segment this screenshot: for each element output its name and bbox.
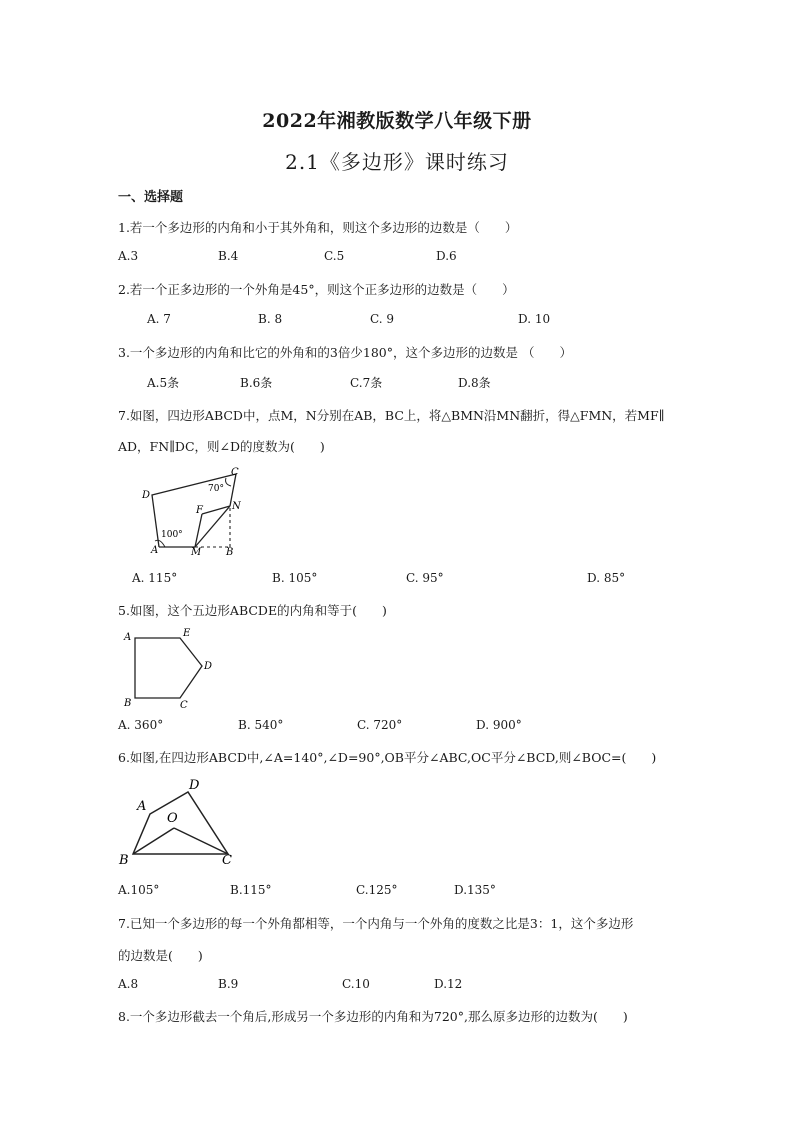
fig3-label-o: O [167,811,178,826]
q4-option-c: C. 95° [406,571,444,585]
fig2-label-e: E [183,628,191,639]
q5-option-c: C. 720° [357,718,403,732]
fig1-label-angle-a: 100° [161,530,183,540]
q5-option-d: D. 900° [476,718,522,732]
fig2-label-a: A [124,632,132,643]
q2-option-c: C. 9 [370,312,395,326]
question-5: 5.如图，这个五边形ABCDE的内角和等于( ) [118,603,387,618]
fig2-label-d: D [204,661,213,672]
question-7-line-2: 的边数是( ) [118,948,203,963]
fig1-label-b: B [226,547,234,556]
q4-option-a: A. 115° [132,571,178,585]
q2-option-a: A. 7 [147,312,171,326]
q7-option-a: A.8 [118,977,139,991]
fig1-label-f: F [196,505,203,516]
fig2-label-b: B [124,698,132,709]
q6-option-b: B.115° [230,883,272,897]
fig1-label-angle-c: 70° [208,484,224,494]
q4-option-b: B. 105° [272,571,318,585]
fig1-label-d: D [142,490,151,501]
fig3-label-b: B [119,853,129,866]
question-4-line-1: 7.如图，四边形ABCD中，点M，N分别在AB，BC上，将△BMN沿MN翻折，得△FMN，若MF∥ [118,408,665,423]
question-1: 1.若一个多边形的内角和小于其外角和，则这个多边形的边数是（ ） [118,220,518,235]
fig3-label-d: D [189,778,200,793]
pentagon-figure [120,626,216,710]
question-8: 8.一个多边形截去一个角后,形成另一个多边形的内角和为720°,那么原多边形的边数为( ) [118,1009,628,1024]
fig2-label-c: C [180,700,188,710]
q3-option-b: B.6条 [240,376,273,390]
q5-option-b: B. 540° [238,718,284,732]
q3-option-c: C.7条 [350,376,383,390]
q1-option-b: B.4 [218,249,239,263]
q7-option-c: C.10 [342,977,370,991]
q6-option-a: A.105° [118,883,160,897]
fig3-label-c: C [222,853,232,866]
fig1-label-m: M [191,547,202,556]
q2-option-d: D. 10 [518,312,551,326]
question-2: 2.若一个正多边形的一个外角是45°，则这个正多边形的边数是（ ） [118,282,515,297]
q6-option-d: D.135° [454,883,496,897]
question-7-line-1: 7.已知一个多边形的每一个外角都相等，一个内角与一个外角的度数之比是3：1，这个多边形 [118,916,634,931]
fig1-label-n: N [232,501,241,512]
question-3: 3.一个多边形的内角和比它的外角和的3倍少180°，这个多边形的边数是 （ ） [118,345,572,360]
q4-option-d: D. 85° [587,571,626,585]
quadrilateral-bisector-figure [116,776,242,866]
quadrilateral-fold-figure [130,464,250,556]
q1-option-d: D.6 [436,249,457,263]
q7-option-d: D.12 [434,977,463,991]
fig1-label-c: C [231,467,239,478]
section-heading: 一、选择题 [118,190,184,205]
q1-option-a: A.3 [118,249,139,263]
q5-option-a: A. 360° [118,718,164,732]
q7-option-b: B.9 [218,977,239,991]
q6-option-c: C.125° [356,883,398,897]
q2-option-b: B. 8 [258,312,283,326]
q3-option-a: A.5条 [147,376,180,390]
q3-option-d: D.8条 [458,376,491,390]
q1-option-c: C.5 [324,249,345,263]
question-4-line-2: AD，FN∥DC，则∠D的度数为( ) [118,439,325,454]
page-title: 2022年湘教版数学八年级下册 [262,110,532,132]
question-6: 6.如图,在四边形ABCD中,∠A=140°,∠D=90°,OB平分∠ABC,OC平分∠BCD,则∠BOC=( ) [118,750,657,765]
fig3-label-a: A [137,799,147,814]
fig1-label-a: A [151,545,159,556]
page-subtitle: 2.1《多边形》课时练习 [285,150,509,174]
